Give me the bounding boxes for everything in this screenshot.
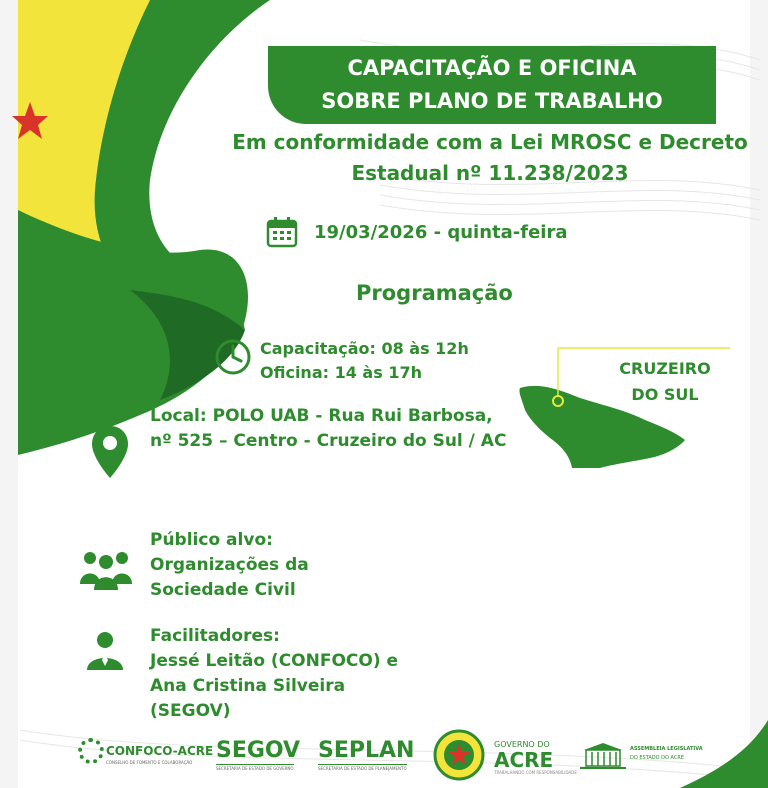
confoco-logo-subtext: CONSELHO DE FOMENTO E COLABORAÇÃO [106, 760, 193, 765]
logos-bar [78, 728, 718, 782]
confoco-logo-text: CONFOCO-ACRE [106, 744, 214, 758]
facilitators-label: Facilitadores: [150, 626, 280, 646]
corner-swoosh [640, 720, 768, 788]
facilitators [150, 624, 398, 724]
schedule [260, 337, 469, 385]
title-line-2: SOBRE PLANO DE TRABALHO [321, 89, 663, 113]
map-label-line-2: DO SUL [631, 385, 699, 404]
gov-logo-top: GOVERNO DO [494, 740, 550, 749]
governo-acre-logo [494, 728, 577, 782]
confoco-mark-icon [78, 738, 104, 764]
gov-logo-subtext: TRABALHANDO COM RESPONSABILIDADE [494, 770, 577, 775]
seplan-logo-text: SEPLAN [318, 738, 415, 763]
event-date: 19/03/2026 - quinta-feira [314, 222, 568, 243]
facilitators-line-2: Jessé Leitão (CONFOCO) e [150, 651, 399, 671]
aleac-logo-top: ASSEMBLEIA LEGISLATIVA [630, 746, 703, 752]
location-line-1: Local: POLO UAB - Rua Rui Barbosa, [150, 406, 493, 426]
location-pin-icon [90, 424, 130, 480]
segov-logo [216, 728, 301, 782]
subtitle [230, 127, 750, 189]
gov-logo-main: ACRE [494, 748, 554, 772]
schedule-oficina: Oficina: 14 às 17h [260, 363, 422, 382]
facilitators-line-4: (SEGOV) [150, 701, 231, 721]
title-line-1: CAPACITAÇÃO E OFICINA [347, 56, 637, 80]
aleac-logo-sub: DO ESTADO DO ACRE [630, 755, 685, 761]
audience-line-3: Sociedade Civil [150, 580, 296, 600]
person-icon [84, 630, 126, 672]
map-label-line-1: CRUZEIRO [619, 359, 711, 378]
subtitle-line-2: Estadual nº 11.238/2023 [351, 161, 629, 185]
target-audience [150, 528, 309, 603]
facilitators-line-3: Ana Cristina Silveira [150, 676, 346, 696]
location-line-2: nº 525 – Centro - Cruzeiro do Sul / AC [150, 431, 507, 451]
acre-coat-of-arms-icon [432, 728, 486, 782]
segov-logo-text: SEGOV [216, 738, 301, 763]
calendar-icon [266, 216, 298, 248]
segov-logo-subtext: SECRETARIA DE ESTADO DE GOVERNO [216, 766, 294, 771]
map-label [610, 356, 720, 408]
audience-line-2: Organizações da [150, 555, 309, 575]
seplan-logo-subtext: SECRETARIA DE ESTADO DE PLANEJAMENTO [318, 766, 407, 771]
location [150, 404, 506, 454]
clock-icon [214, 338, 252, 376]
page-title [268, 52, 716, 118]
acre-flag-ribbon [0, 0, 270, 470]
group-icon [78, 548, 134, 590]
confoco-logo [78, 728, 214, 782]
map-marker-icon [553, 396, 563, 406]
audience-label: Público alvo: [150, 530, 273, 550]
seplan-logo [318, 728, 418, 782]
programacao-heading: Programação [356, 281, 513, 305]
aleac-building-icon [578, 742, 628, 772]
schedule-capacitacao: Capacitação: 08 às 12h [260, 339, 469, 358]
subtitle-line-1: Em conformidade com a Lei MROSC e Decreto [232, 130, 748, 154]
